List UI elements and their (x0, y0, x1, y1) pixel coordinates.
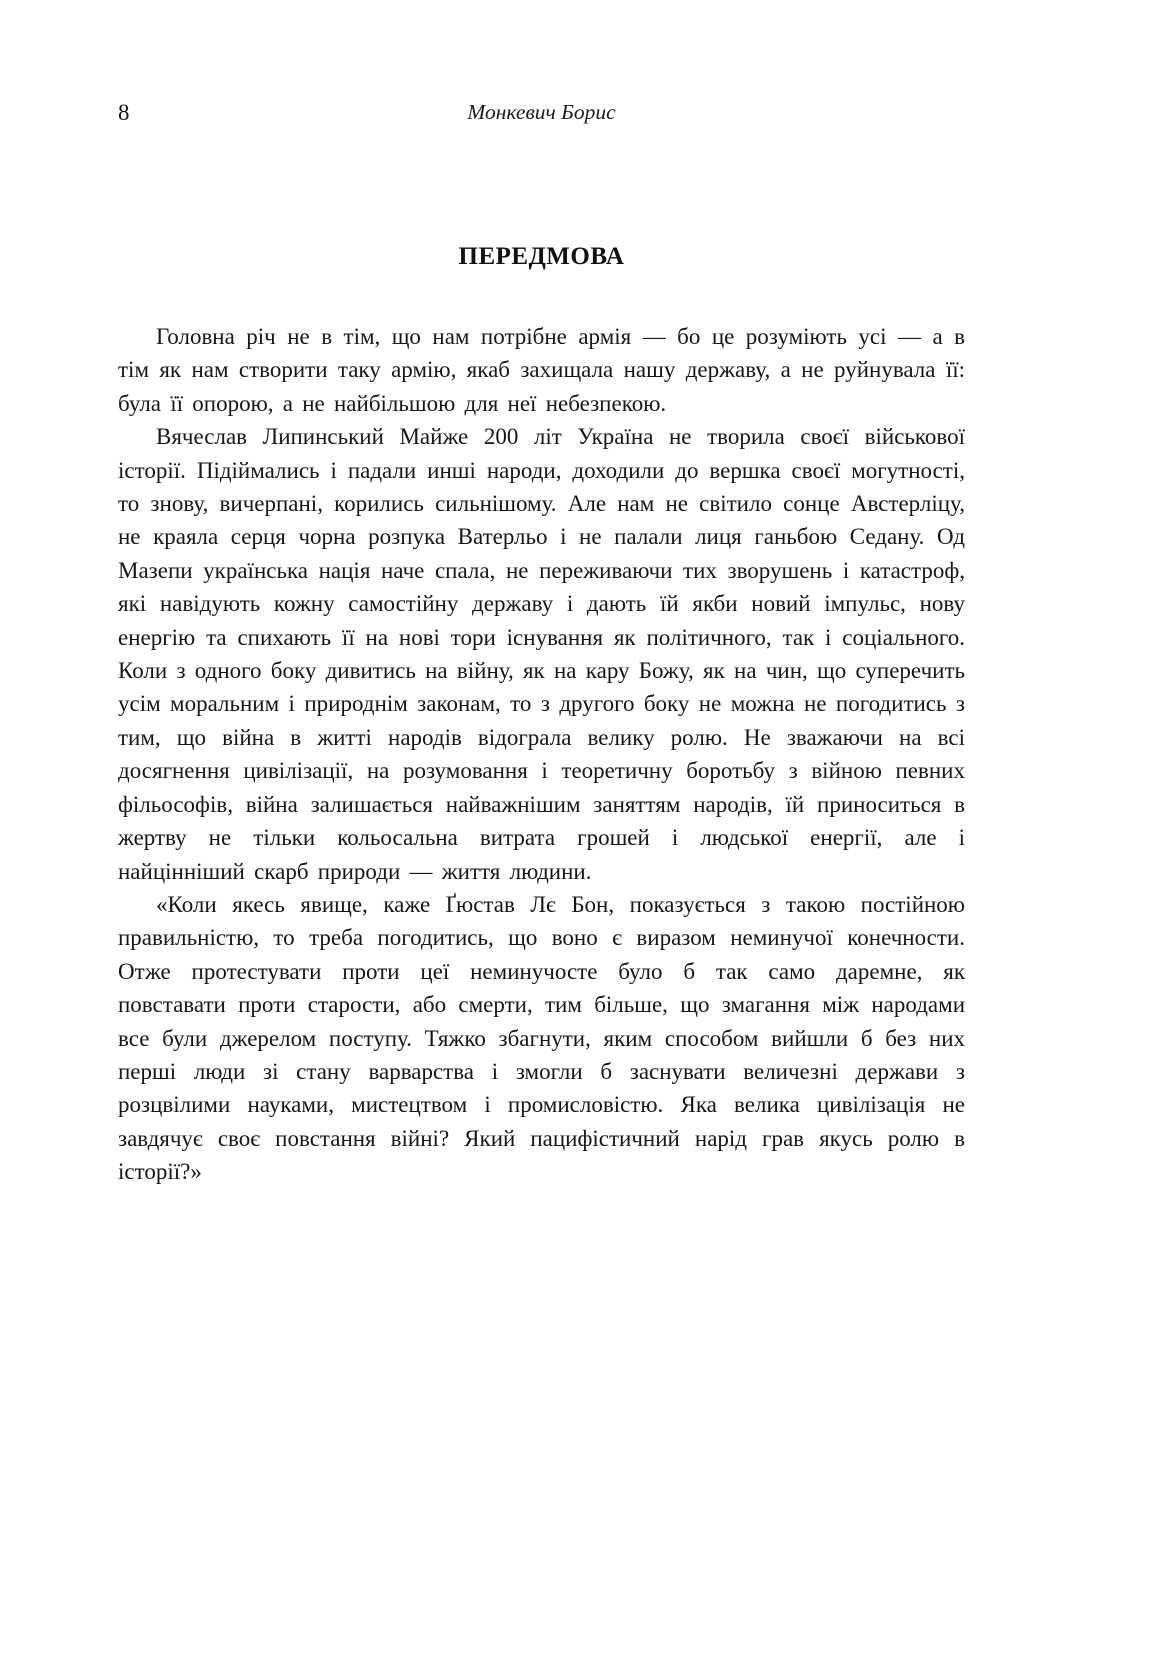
body-text (118, 320, 965, 1189)
page-header (118, 100, 965, 132)
running-header: Монкевич Борис (467, 100, 616, 124)
chapter-title: ПЕРЕДМОВА (458, 243, 625, 270)
paragraph-3: «Коли якесь явище, каже Ґюстав Лє Бон, показується з такою постійною правильністю, то треба погодитись, що воно є виразом неминучої конечности. Отже протестувати проти цеї неминучосте було б так само даремне, як повставати проти старости, або смерти, тим більше, що змагання між народами все були джерелом поступу. Тяжко збагнути, яким способом вийшли б без них перші люди зі стану варварства і змогли б заснувати величезні держави з розцвілими науками, мистецтвом і промисловістю. Яка велика цивілізація не завдячує своє повстання війні? Який пацифістичний нарід грав якусь ролю в історії?» (118, 891, 965, 1185)
page-number: 8 (118, 100, 130, 125)
paragraph-2: Вячеслав Липинський Майже 200 літ Україна не творила своєї військової історії. Підіймались і падали инші народи, доходили до вершка своєї могутності, то знову, вичерпані, корились сильнішому. Але нам не світило сонце Австерліцу, не краяла серця чорна розпука Ватерльо і не палали лиця ганьбою Седану. Од Мазепи українська нація наче спала, не переживаючи тих зворушень і катастроф, які навідують кожну самостійну державу і дають їй якби новий імпульс, нову енергію та спихають її на нові тори існування як політичного, так і соціального. Коли з одного боку дивитись на війну, як на кару Божу, як на чин, що суперечить усім моральним і природнім законам, то з другого боку не можна не погодитись з тим, що війна в житті народів відограла велику ролю. Не зважаючи на всі досягнення цивілізації, на розумовання і теоретичну боротьбу з війною певних фільософів, війна залишається найважнішим заняттям народів, їй приноситься в жертву не тільки кольосальна витрата грошей і людської енергії, але і найцінніший скарб природи — життя людини. (118, 424, 965, 884)
paragraph-1: Головна річ не в тім, що нам потрібне армія — бо це розуміють усі — а в тім як нам створити таку армію, якаб захищала нашу державу, а не руйнувала її: була її опорою, а не найбільшою для неї небезпекою. (118, 324, 965, 416)
